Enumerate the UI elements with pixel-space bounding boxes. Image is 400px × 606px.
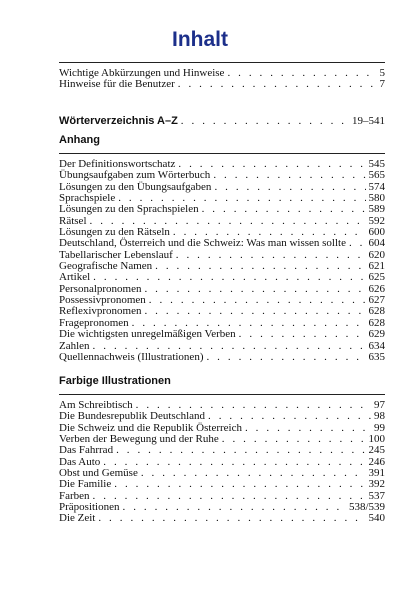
leader-dots — [227, 68, 376, 79]
toc-entry-page: 100 — [368, 433, 385, 446]
toc-entry-label: Die Zeit — [59, 512, 96, 525]
toc-entry-page: 620 — [368, 248, 385, 261]
toc-entry-label: Artikel — [59, 271, 91, 284]
leader-dots — [176, 250, 366, 261]
toc-entry-label: Verben der Bewegung und der Ruhe — [59, 433, 219, 446]
toc-entry-label: Reflexivpronomen — [59, 305, 142, 318]
toc-entry-page: 537 — [368, 489, 385, 502]
toc-entry-page: 627 — [368, 294, 385, 307]
toc-entry-label: Am Schreibtisch — [59, 399, 133, 411]
farbige-heading: Farbige Illustrationen — [59, 375, 171, 387]
toc-entry-page: 565 — [368, 169, 385, 182]
leader-dots — [114, 479, 365, 490]
page-title: Inhalt — [172, 28, 228, 51]
section-rule — [59, 62, 385, 63]
toc-entry[interactable] — [59, 479, 385, 490]
leader-dots — [202, 204, 366, 215]
dictionary-entry[interactable] — [59, 115, 385, 128]
toc-entry-label: Personalpronomen — [59, 282, 142, 295]
farbige-list — [59, 400, 385, 525]
toc-entry-page: 604 — [368, 237, 385, 250]
toc-entry-page: 589 — [368, 203, 385, 216]
toc-entry-page: 634 — [368, 339, 385, 352]
section-rule — [59, 153, 385, 154]
toc-entry-page: 626 — [368, 282, 385, 295]
leader-dots — [213, 170, 365, 181]
leader-dots — [144, 284, 365, 295]
toc-entry-label: Lösungen zu den Übungsaufgaben — [59, 180, 212, 193]
toc-entry-label: Die Bundesrepublik Deutschland — [59, 410, 206, 423]
leader-dots — [149, 295, 366, 306]
toc-entry-label: Wichtige Abkürzungen und Hinweise — [59, 67, 225, 79]
toc-entry-label: Die Familie — [59, 478, 112, 491]
toc-entry[interactable] — [59, 261, 385, 272]
toc-entry-page: 540 — [368, 512, 385, 525]
toc-entry[interactable] — [59, 204, 385, 215]
dictionary-label: Wörterverzeichnis A–Z — [59, 115, 178, 127]
leader-dots — [349, 238, 366, 249]
leader-dots — [178, 79, 377, 90]
toc-entry[interactable] — [59, 170, 385, 181]
toc-entry-page: 628 — [368, 316, 385, 329]
toc-entry-label: Übungsaufgaben zum Wörterbuch — [59, 169, 211, 182]
toc-entry-label: Farben — [59, 489, 90, 502]
toc-entry-page: 629 — [368, 328, 385, 341]
leader-dots — [208, 411, 371, 422]
toc-entry[interactable] — [59, 513, 385, 524]
leader-dots — [181, 115, 349, 128]
leader-dots — [155, 261, 365, 272]
leader-dots — [214, 182, 365, 193]
toc-entry-label: Possessivpronomen — [59, 294, 146, 307]
toc-entry-label: Hinweise für die Benutzer — [59, 78, 175, 91]
leader-dots — [116, 445, 365, 456]
toc-entry-label: Lösungen zu den Rätseln — [59, 226, 170, 239]
leader-dots — [141, 468, 366, 479]
leader-dots — [245, 423, 371, 434]
anhang-heading: Anhang — [59, 134, 100, 146]
toc-entry-page: 592 — [368, 214, 385, 227]
front-matter-section — [59, 62, 385, 91]
toc-entry-label: Obst und Gemüse — [59, 467, 138, 480]
section-rule — [59, 394, 385, 395]
toc-entry-page: 99 — [374, 421, 385, 434]
toc-entry[interactable] — [59, 411, 385, 422]
toc-entry-label: Lösungen zu den Sprachspielen — [59, 203, 199, 216]
toc-entry-label: Sprachspiele — [59, 192, 116, 205]
toc-entry-page: 600 — [368, 226, 385, 239]
leader-dots — [93, 491, 366, 502]
farbige-section — [59, 375, 385, 525]
toc-entry-label: Zahlen — [59, 339, 90, 352]
toc-entry-page: 580 — [368, 192, 385, 205]
toc-entry-label: Das Auto — [59, 455, 101, 468]
toc-entry-page: 621 — [368, 260, 385, 273]
toc-entry-page: 98 — [374, 410, 385, 423]
toc-entry-label: Rätsel — [59, 214, 87, 227]
toc-entry-label: Tabellarischer Lebenslauf — [59, 248, 173, 261]
toc-entry[interactable] — [59, 502, 385, 513]
anhang-section — [59, 134, 385, 363]
front-matter-list — [59, 68, 385, 91]
toc-entry-page: 246 — [368, 455, 385, 468]
toc-entry-label: Präpositionen — [59, 501, 120, 514]
toc-entry-page: 635 — [368, 350, 385, 363]
toc-entry[interactable] — [59, 79, 385, 90]
dictionary-section — [59, 115, 385, 128]
toc-entry-page: 392 — [368, 478, 385, 491]
toc-entry[interactable] — [59, 329, 385, 340]
toc-entry-label: Das Fahrrad — [59, 444, 114, 457]
leader-dots — [123, 502, 346, 513]
leader-dots — [222, 434, 366, 445]
toc-entry-page: 391 — [368, 467, 385, 480]
leader-dots — [239, 329, 366, 340]
leader-dots — [144, 306, 365, 317]
leader-dots — [103, 457, 365, 468]
toc-entry-label: Die wichtigsten unregelmäßigen Verben — [59, 328, 236, 341]
leader-dots — [98, 513, 365, 524]
toc-entry-page: 545 — [368, 158, 385, 170]
toc-entry-page: 628 — [368, 305, 385, 318]
toc-entry[interactable] — [59, 445, 385, 456]
toc-entry-label: Fragepronomen — [59, 316, 129, 329]
toc-entry-label: Quellennachweis (Illustrationen) — [59, 350, 204, 363]
toc-entry-page: 538/539 — [348, 501, 385, 514]
toc-entry-page: 574 — [368, 180, 385, 193]
toc-entry-label: Die Schweiz und die Republik Österreich — [59, 421, 242, 434]
dictionary-page: 19–541 — [352, 115, 385, 127]
toc-entry[interactable] — [59, 352, 385, 363]
toc-entry-label: Geografische Namen — [59, 260, 153, 273]
anhang-list — [59, 159, 385, 363]
toc-entry-page: 97 — [374, 399, 385, 411]
toc-entry-page: 5 — [379, 67, 385, 79]
toc-entry-label: Der Definitionswortschatz — [59, 158, 176, 170]
toc-entry-page: 245 — [368, 444, 385, 457]
leader-dots — [206, 352, 365, 363]
toc-entry-page: 7 — [379, 78, 385, 91]
toc-entry-page: 625 — [368, 271, 385, 284]
toc-entry-label: Deutschland, Österreich und die Schweiz: Was man wissen sollte — [59, 237, 346, 250]
